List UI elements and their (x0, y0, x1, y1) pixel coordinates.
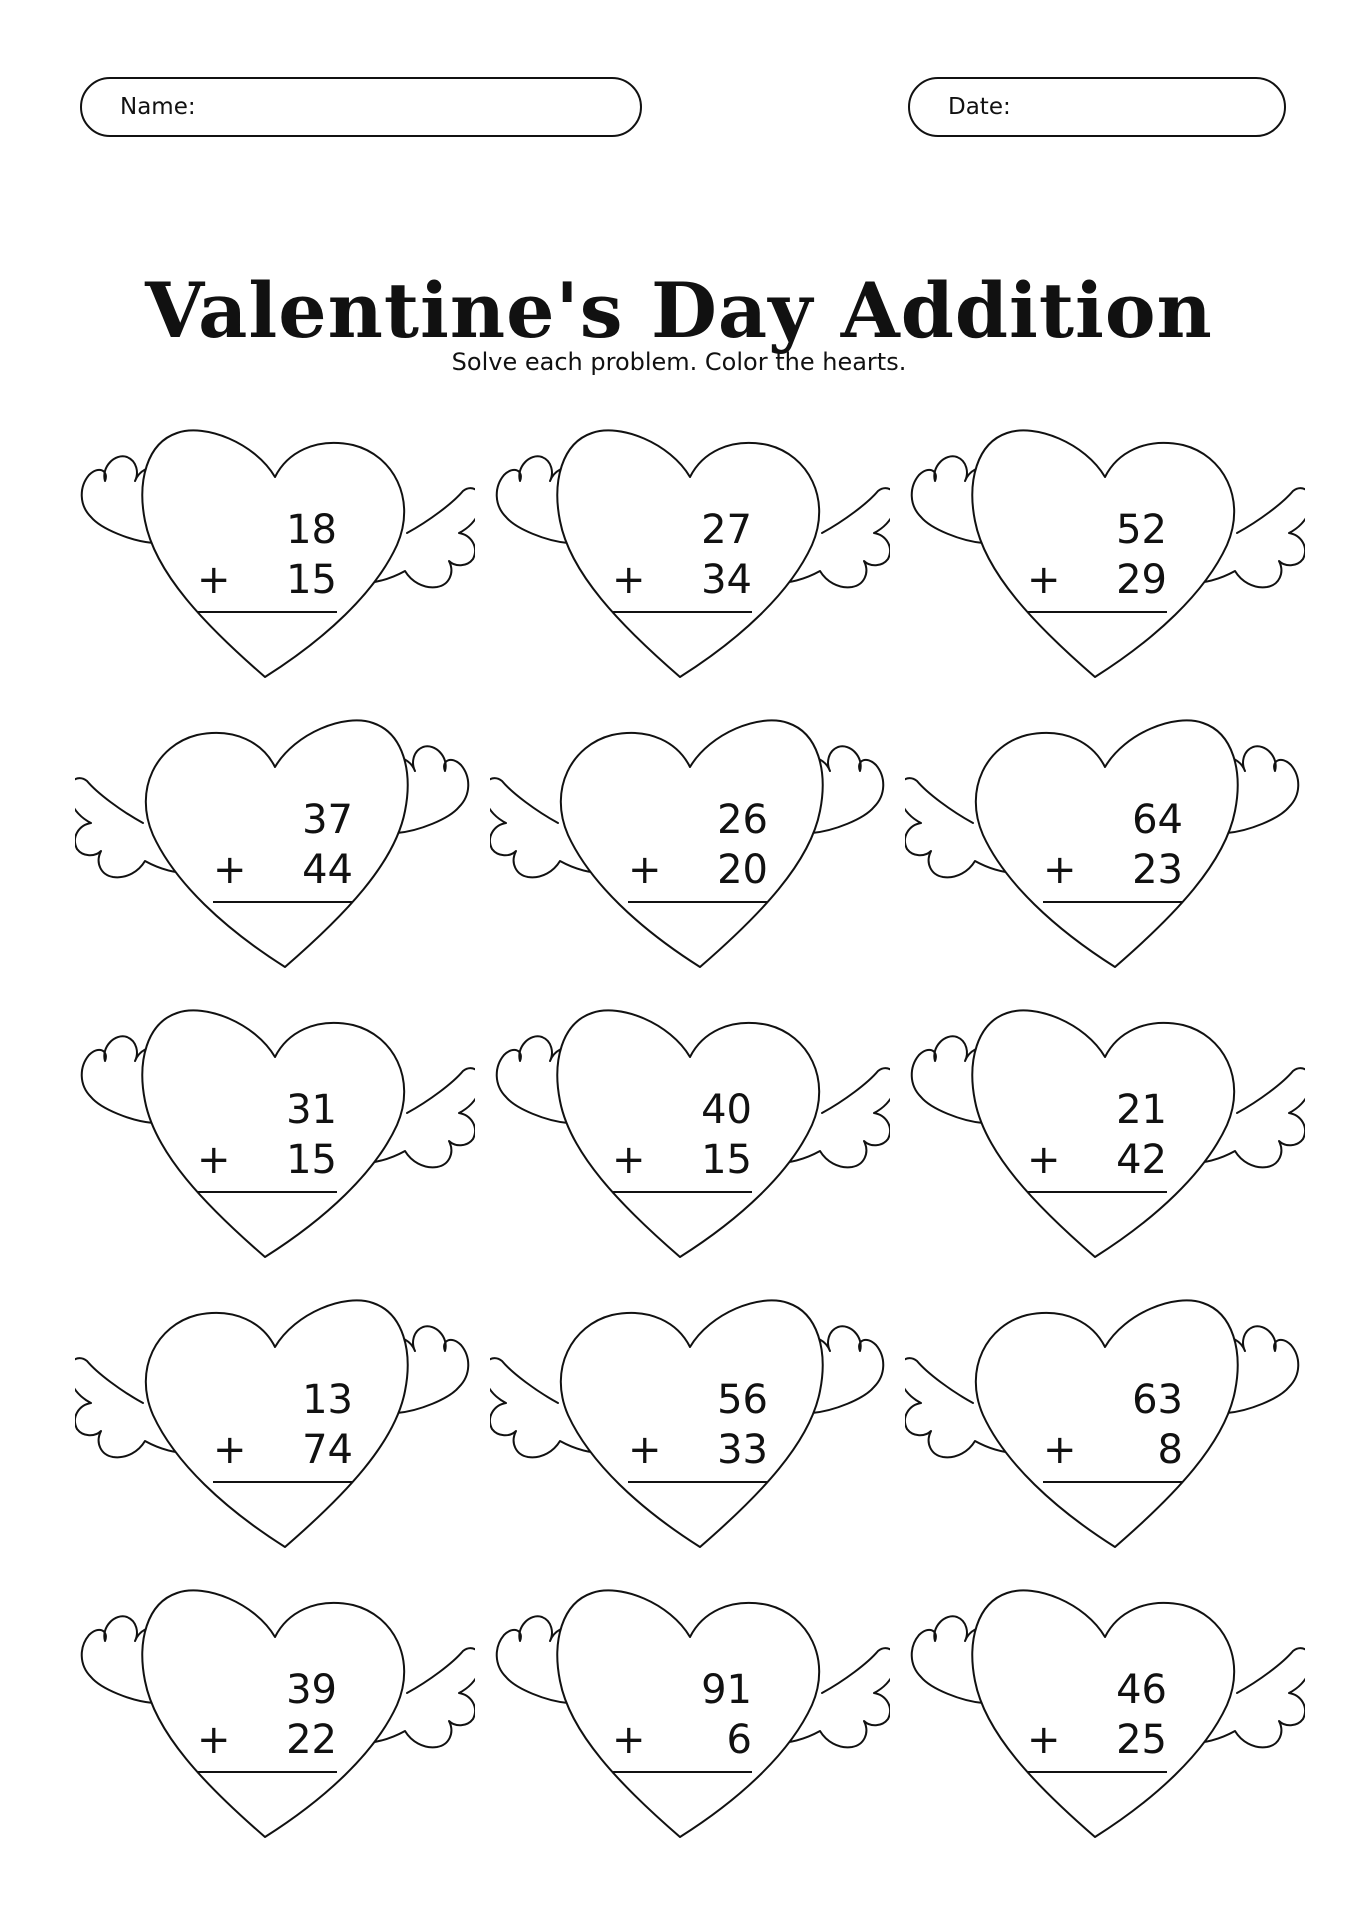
answer-line[interactable] (612, 611, 752, 613)
addend-top: 39 (286, 1667, 337, 1713)
addend-top: 64 (1132, 797, 1183, 843)
addend-bottom: 20 (717, 847, 768, 893)
addition-problem (213, 1375, 353, 1483)
winged-heart-problem (490, 1005, 890, 1275)
addition-problem (628, 1375, 768, 1483)
answer-line[interactable] (197, 611, 337, 613)
addend-bottom: 22 (286, 1717, 337, 1763)
answer-line[interactable] (1027, 1771, 1167, 1773)
winged-heart-problem (905, 715, 1305, 985)
addition-problem (1027, 1085, 1167, 1193)
answer-line[interactable] (197, 1771, 337, 1773)
plus-sign: + (1027, 1137, 1061, 1183)
winged-heart-problem (75, 1005, 475, 1275)
addition-problem (628, 795, 768, 903)
instructions: Solve each problem. Color the hearts. (451, 348, 907, 376)
addition-problem (612, 1085, 752, 1193)
addend-top: 27 (701, 507, 752, 553)
plus-sign: + (197, 1717, 231, 1763)
addend-bottom: 44 (302, 847, 353, 893)
winged-heart-problem (905, 1005, 1305, 1275)
addition-problem (1043, 1375, 1183, 1483)
plus-sign: + (197, 557, 231, 603)
answer-line[interactable] (1043, 1481, 1183, 1483)
addend-bottom: 15 (286, 1137, 337, 1183)
addend-bottom: 15 (701, 1137, 752, 1183)
winged-heart-problem (75, 715, 475, 985)
addend-bottom: 74 (302, 1427, 353, 1473)
plus-sign: + (612, 1717, 646, 1763)
addend-bottom: 23 (1132, 847, 1183, 893)
winged-heart-problem (75, 1295, 475, 1565)
winged-heart-problem (905, 1295, 1305, 1565)
addend-bottom: 6 (726, 1717, 752, 1763)
plus-sign: + (612, 557, 646, 603)
addend-bottom: 34 (701, 557, 752, 603)
plus-sign: + (1043, 1427, 1077, 1473)
addition-problem (1043, 795, 1183, 903)
addend-top: 40 (701, 1087, 752, 1133)
winged-heart-problem (75, 1585, 475, 1855)
addend-top: 13 (302, 1377, 353, 1423)
plus-sign: + (197, 1137, 231, 1183)
winged-heart-problem (905, 1585, 1305, 1855)
addition-problem (197, 505, 337, 613)
addition-problem (1027, 1665, 1167, 1773)
addend-top: 31 (286, 1087, 337, 1133)
addend-top: 91 (701, 1667, 752, 1713)
addend-bottom: 29 (1116, 557, 1167, 603)
addend-top: 26 (717, 797, 768, 843)
winged-heart-problem (75, 425, 475, 695)
plus-sign: + (1043, 847, 1077, 893)
addend-top: 21 (1116, 1087, 1167, 1133)
answer-line[interactable] (612, 1191, 752, 1193)
answer-line[interactable] (1027, 611, 1167, 613)
addend-top: 56 (717, 1377, 768, 1423)
addend-bottom: 15 (286, 557, 337, 603)
addition-problem (1027, 505, 1167, 613)
addend-bottom: 8 (1157, 1427, 1183, 1473)
answer-line[interactable] (213, 1481, 353, 1483)
winged-heart-problem (905, 425, 1305, 695)
addend-top: 37 (302, 797, 353, 843)
date-label: Date: (948, 94, 1011, 120)
addition-problem (197, 1665, 337, 1773)
answer-line[interactable] (612, 1771, 752, 1773)
answer-line[interactable] (213, 901, 353, 903)
addend-bottom: 33 (717, 1427, 768, 1473)
addition-problem (213, 795, 353, 903)
addend-bottom: 42 (1116, 1137, 1167, 1183)
plus-sign: + (213, 1427, 247, 1473)
answer-line[interactable] (628, 1481, 768, 1483)
addend-bottom: 25 (1116, 1717, 1167, 1763)
plus-sign: + (1027, 557, 1061, 603)
plus-sign: + (213, 847, 247, 893)
winged-heart-problem (490, 1585, 890, 1855)
addend-top: 18 (286, 507, 337, 553)
plus-sign: + (628, 1427, 662, 1473)
plus-sign: + (612, 1137, 646, 1183)
answer-line[interactable] (1027, 1191, 1167, 1193)
plus-sign: + (628, 847, 662, 893)
addend-top: 46 (1116, 1667, 1167, 1713)
answer-line[interactable] (628, 901, 768, 903)
answer-line[interactable] (197, 1191, 337, 1193)
page-title: Valentine's Day Addition (145, 265, 1213, 355)
winged-heart-problem (490, 1295, 890, 1565)
name-label: Name: (120, 94, 196, 120)
addition-problem (612, 1665, 752, 1773)
answer-line[interactable] (1043, 901, 1183, 903)
plus-sign: + (1027, 1717, 1061, 1763)
addend-top: 52 (1116, 507, 1167, 553)
addend-top: 63 (1132, 1377, 1183, 1423)
winged-heart-problem (490, 715, 890, 985)
winged-heart-problem (490, 425, 890, 695)
addition-problem (197, 1085, 337, 1193)
addition-problem (612, 505, 752, 613)
